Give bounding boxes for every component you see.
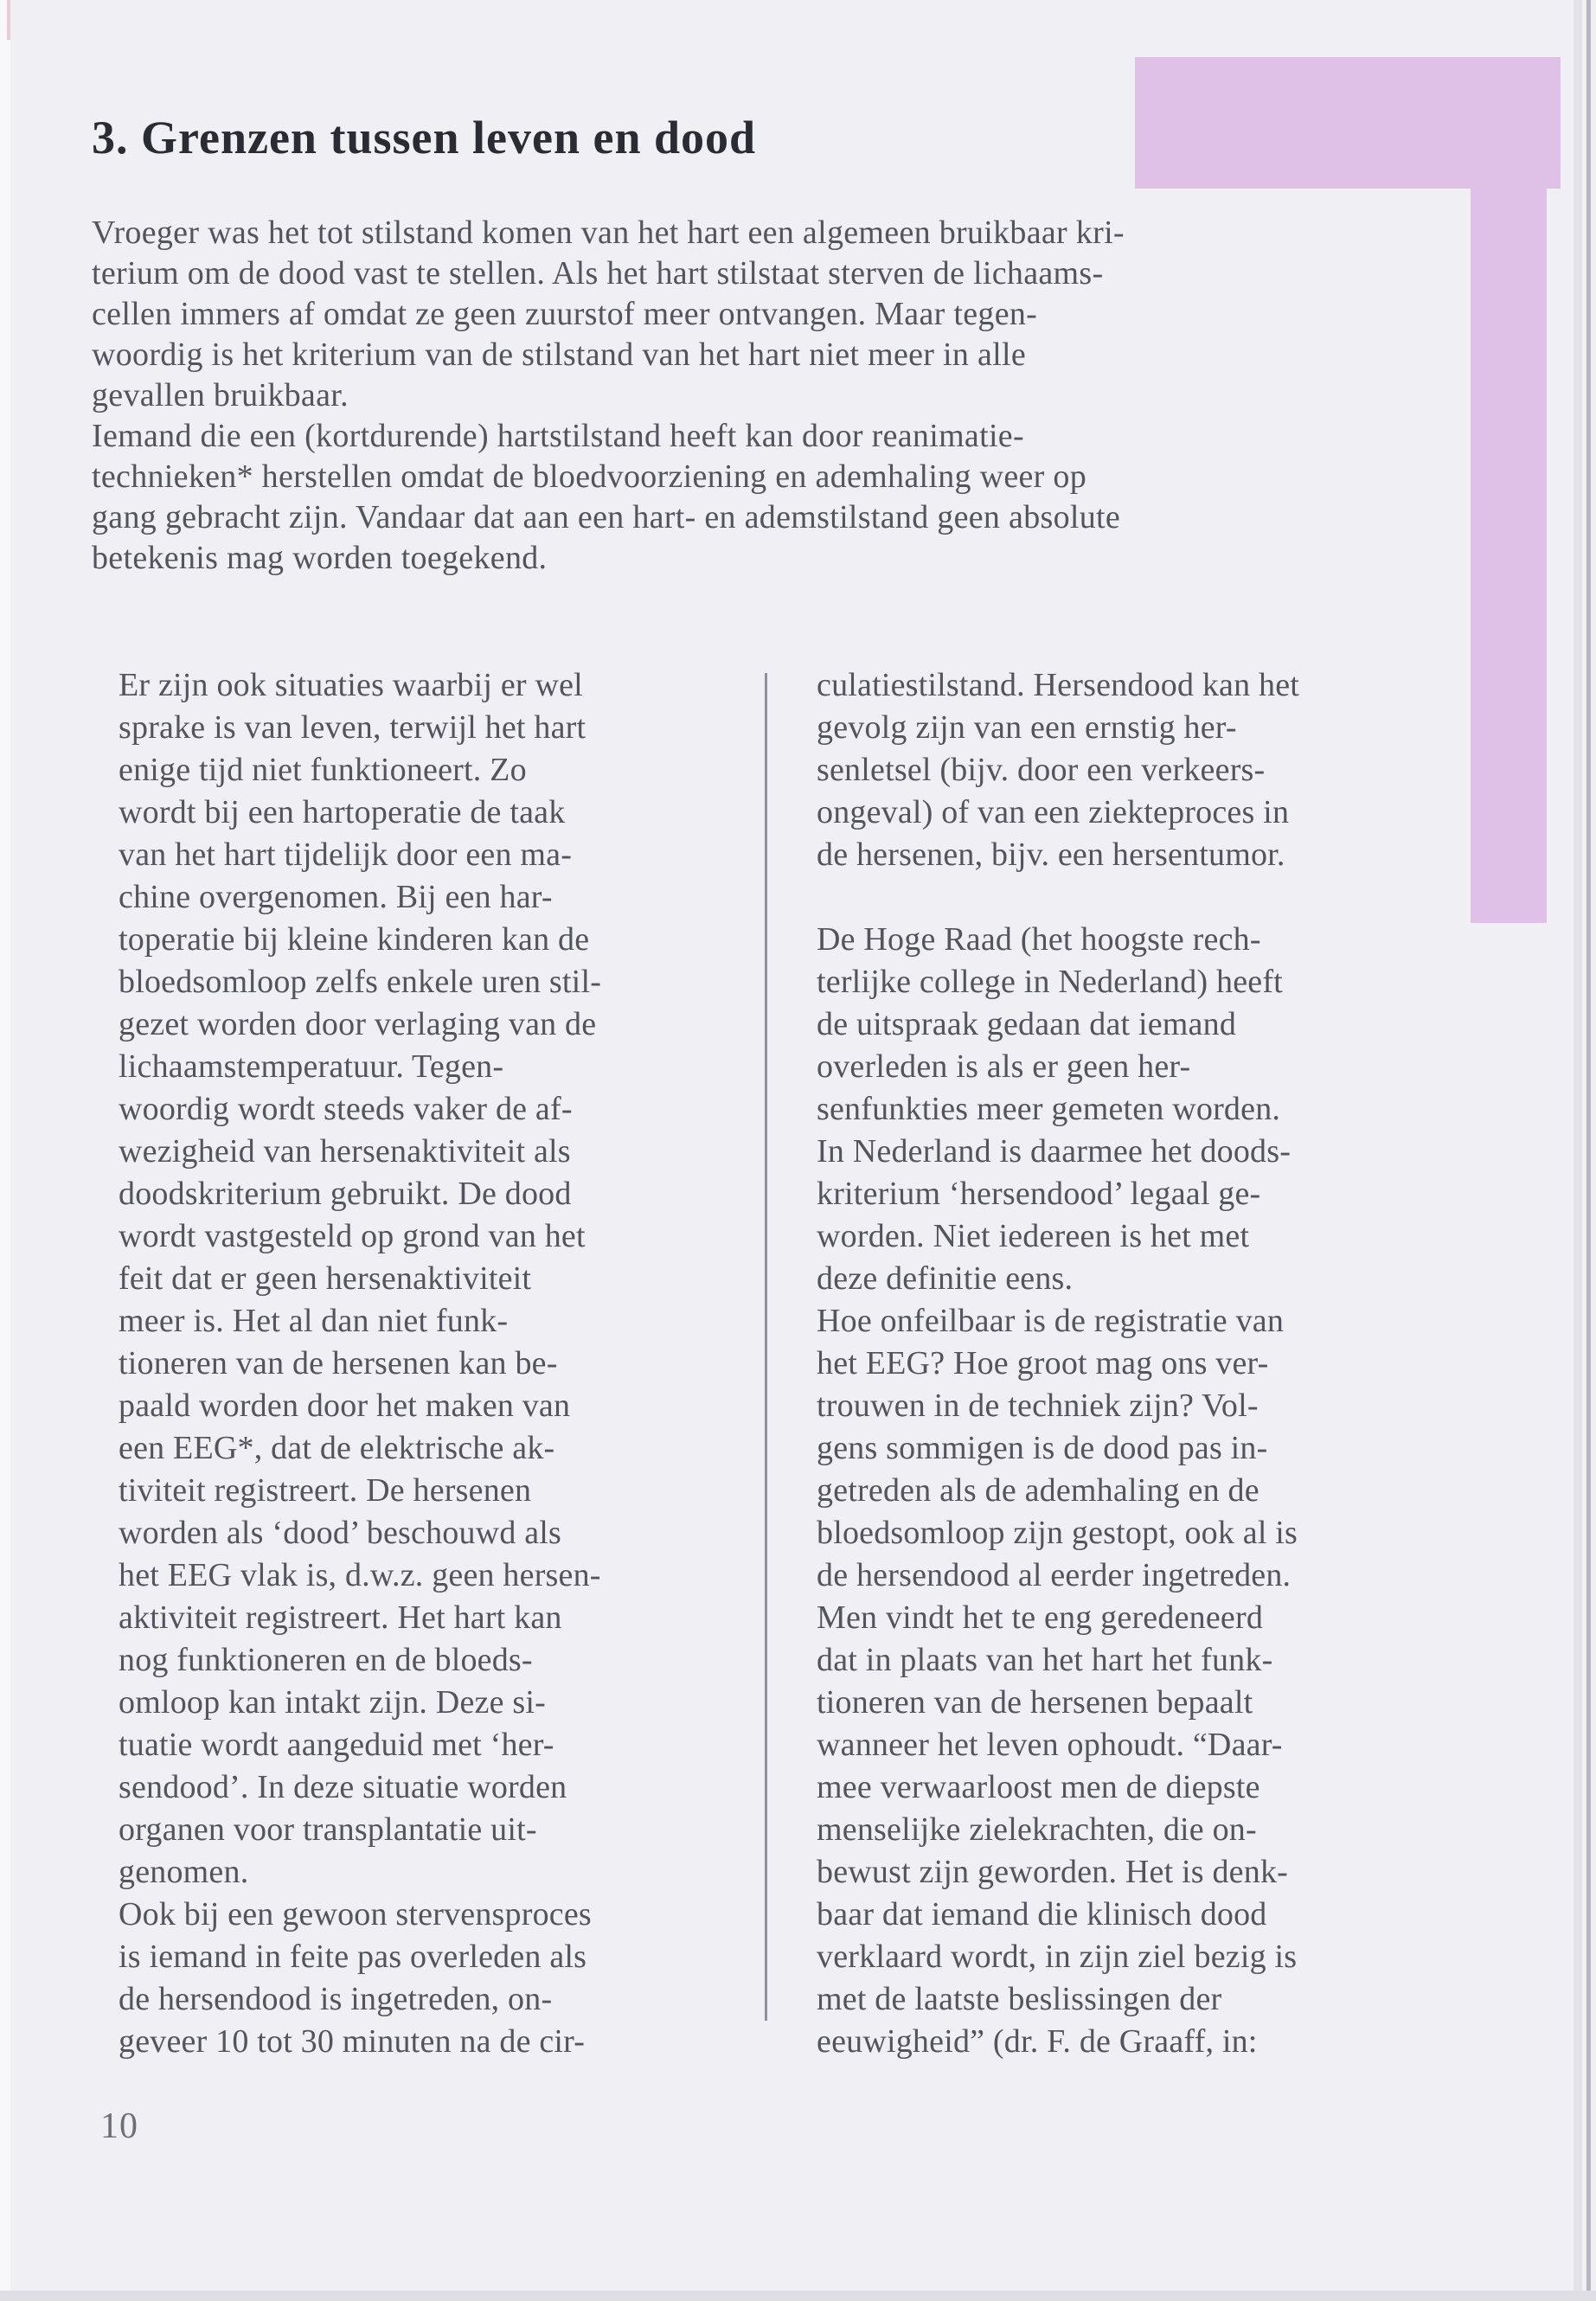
text-line: genomen. [119, 1854, 249, 1890]
text-line: De Hoge Raad (het hoogste rech- [817, 921, 1261, 958]
text-line: In Nederland is daarmee het doods- [817, 1133, 1292, 1170]
text-line: senfunkties meer gemeten worden. [817, 1091, 1281, 1127]
text-line: sprake is van leven, terwijl het hart [119, 709, 586, 746]
scan-corner-mark [7, 0, 10, 40]
text-line: wordt vastgesteld op grond van het [119, 1218, 586, 1254]
text-line: bloedsomloop zijn gestopt, ook al is [817, 1515, 1298, 1551]
text-line: baar dat iemand die klinisch dood [817, 1896, 1267, 1932]
text-line: de uitspraak gedaan dat iemand [817, 1006, 1237, 1042]
text-line: worden. Niet iedereen is het met [817, 1218, 1250, 1254]
right-column-paragraph-2 [817, 919, 1431, 2063]
text-line: Men vindt het te eng geredeneerd [817, 1599, 1264, 1636]
text-line: overleden is als er geen her- [817, 1048, 1191, 1085]
text-line: de hersenen, bijv. een hersentumor. [817, 836, 1285, 873]
paragraph-gap [817, 876, 1431, 919]
text-line: deze definitie eens. [817, 1260, 1074, 1297]
text-line: wanneer het leven ophoudt. “Daar- [817, 1727, 1283, 1763]
text-line: senletsel (bijv. door een verkeers- [817, 752, 1266, 788]
text-line: meer is. Het al dan niet funk- [119, 1303, 509, 1339]
text-line: een EEG*, dat de elektrische ak- [119, 1430, 555, 1466]
scan-right-edge [1586, 0, 1591, 2301]
text-line: Er zijn ook situaties waarbij er wel [119, 667, 583, 703]
decorative-band [1135, 57, 1561, 189]
text-line: kriterium ‘hersendood’ legaal ge- [817, 1176, 1261, 1212]
text-line: trouwen in de techniek zijn? Vol- [817, 1388, 1259, 1424]
intro-paragraph [92, 213, 1389, 579]
text-line: wezigheid van hersenaktiviteit als [119, 1133, 571, 1170]
text-line: terium om de dood vast te stellen. Als het hart stilstaat sterven de lichaams- [92, 255, 1104, 292]
text-line: gezet worden door verlaging van de [119, 1006, 597, 1042]
text-line: van het hart tijdelijk door een ma- [119, 836, 573, 873]
text-line: culatiestilstand. Hersendood kan het [817, 667, 1300, 703]
text-line: nog funktioneren en de bloeds- [119, 1642, 533, 1678]
text-line: eeuwigheid” (dr. F. de Graaff, in: [817, 2023, 1258, 2060]
text-line: het EEG vlak is, d.w.z. geen hersen- [119, 1557, 601, 1593]
text-line: de hersendood al eerder ingetreden. [817, 1557, 1292, 1593]
text-line: lichaamstemperatuur. Tegen- [119, 1048, 504, 1085]
text-line: Iemand die een (kortdurende) hartstilstand heeft kan door reanimatie- [92, 418, 1024, 454]
text-line: gevolg zijn van een ernstig her- [817, 709, 1237, 746]
text-line: gevallen bruikbaar. [92, 377, 349, 413]
text-line: technieken* herstellen omdat de bloedvoorziening en ademhaling weer op [92, 458, 1087, 495]
text-line: worden als ‘dood’ beschouwd als [119, 1515, 562, 1551]
text-line: doodskriterium gebruikt. De dood [119, 1176, 572, 1212]
decorative-strip [1471, 189, 1547, 923]
text-line: Ook bij een gewoon stervensproces [119, 1896, 592, 1932]
text-line: mee verwaarloost men de diepste [817, 1769, 1260, 1805]
text-line: tiviteit registreert. De hersenen [119, 1472, 532, 1509]
text-line: gens sommigen is de dood pas in- [817, 1430, 1268, 1466]
right-column [817, 664, 1431, 2063]
text-line: getreden als de ademhaling en de [817, 1472, 1259, 1509]
text-line: sendood’. In deze situatie worden [119, 1769, 567, 1805]
text-line: gang gebracht zijn. Vandaar dat aan een hart- en ademstilstand geen absolute [92, 499, 1121, 535]
text-line: organen voor transplantatie uit- [119, 1811, 537, 1848]
text-line: paald worden door het maken van [119, 1388, 571, 1424]
text-line: Hoe onfeilbaar is de registratie van [817, 1303, 1285, 1339]
text-line: enige tijd niet funktioneert. Zo [119, 752, 527, 788]
text-line: menselijke zielekrachten, die on- [817, 1811, 1257, 1848]
text-line: feit dat er geen hersenaktiviteit [119, 1260, 532, 1297]
page-number: 10 [100, 2106, 138, 2146]
text-line: ongeval) of van een ziekteproces in [817, 794, 1290, 830]
text-line: dat in plaats van het hart het funk- [817, 1642, 1273, 1678]
text-line: omloop kan intakt zijn. Deze si- [119, 1684, 546, 1721]
text-line: geveer 10 tot 30 minuten na de cir- [119, 2023, 586, 2060]
text-line: woordig wordt steeds vaker de af- [119, 1091, 573, 1127]
text-line: terlijke college in Nederland) heeft [817, 964, 1283, 1000]
text-line: met de laatste beslissingen der [817, 1981, 1222, 2017]
chapter-title: 3. Grenzen tussen leven en dood [92, 112, 757, 164]
text-line: bloedsomloop zelfs enkele uren stil- [119, 964, 602, 1000]
text-line: het EEG? Hoe groot mag ons ver- [817, 1345, 1269, 1381]
text-line: tioneren van de hersenen kan be- [119, 1345, 558, 1381]
scan-bottom-edge [0, 2291, 1596, 2301]
text-line: cellen immers af omdat ze geen zuurstof meer ontvangen. Maar tegen- [92, 296, 1038, 332]
text-line: wordt bij een hartoperatie de taak [119, 794, 566, 830]
text-line: toperatie bij kleine kinderen kan de [119, 921, 590, 958]
text-line: verklaard wordt, in zijn ziel bezig is [817, 1939, 1298, 1975]
left-column [119, 664, 724, 2063]
right-column-paragraph-1 [817, 664, 1431, 876]
text-line: tuatie wordt aangeduid met ‘her- [119, 1727, 554, 1763]
text-line: tioneren van de hersenen bepaalt [817, 1684, 1253, 1721]
text-line: bewust zijn geworden. Het is denk- [817, 1854, 1288, 1890]
text-line: betekenis mag worden toegekend. [92, 540, 548, 576]
text-line: de hersendood is ingetreden, on- [119, 1981, 553, 2017]
text-line: aktiviteit registreert. Het hart kan [119, 1599, 562, 1636]
text-line: Vroeger was het tot stilstand komen van het hart een algemeen bruikbaar kri- [92, 215, 1125, 251]
scan-right-shadow [1574, 0, 1582, 2301]
scan-left-edge [0, 0, 10, 2301]
text-line: is iemand in feite pas overleden als [119, 1939, 587, 1975]
text-line: chine overgenomen. Bij een har- [119, 879, 553, 915]
column-divider [765, 673, 767, 2021]
text-line: woordig is het kriterium van de stilstand van het hart niet meer in alle [92, 336, 1027, 373]
